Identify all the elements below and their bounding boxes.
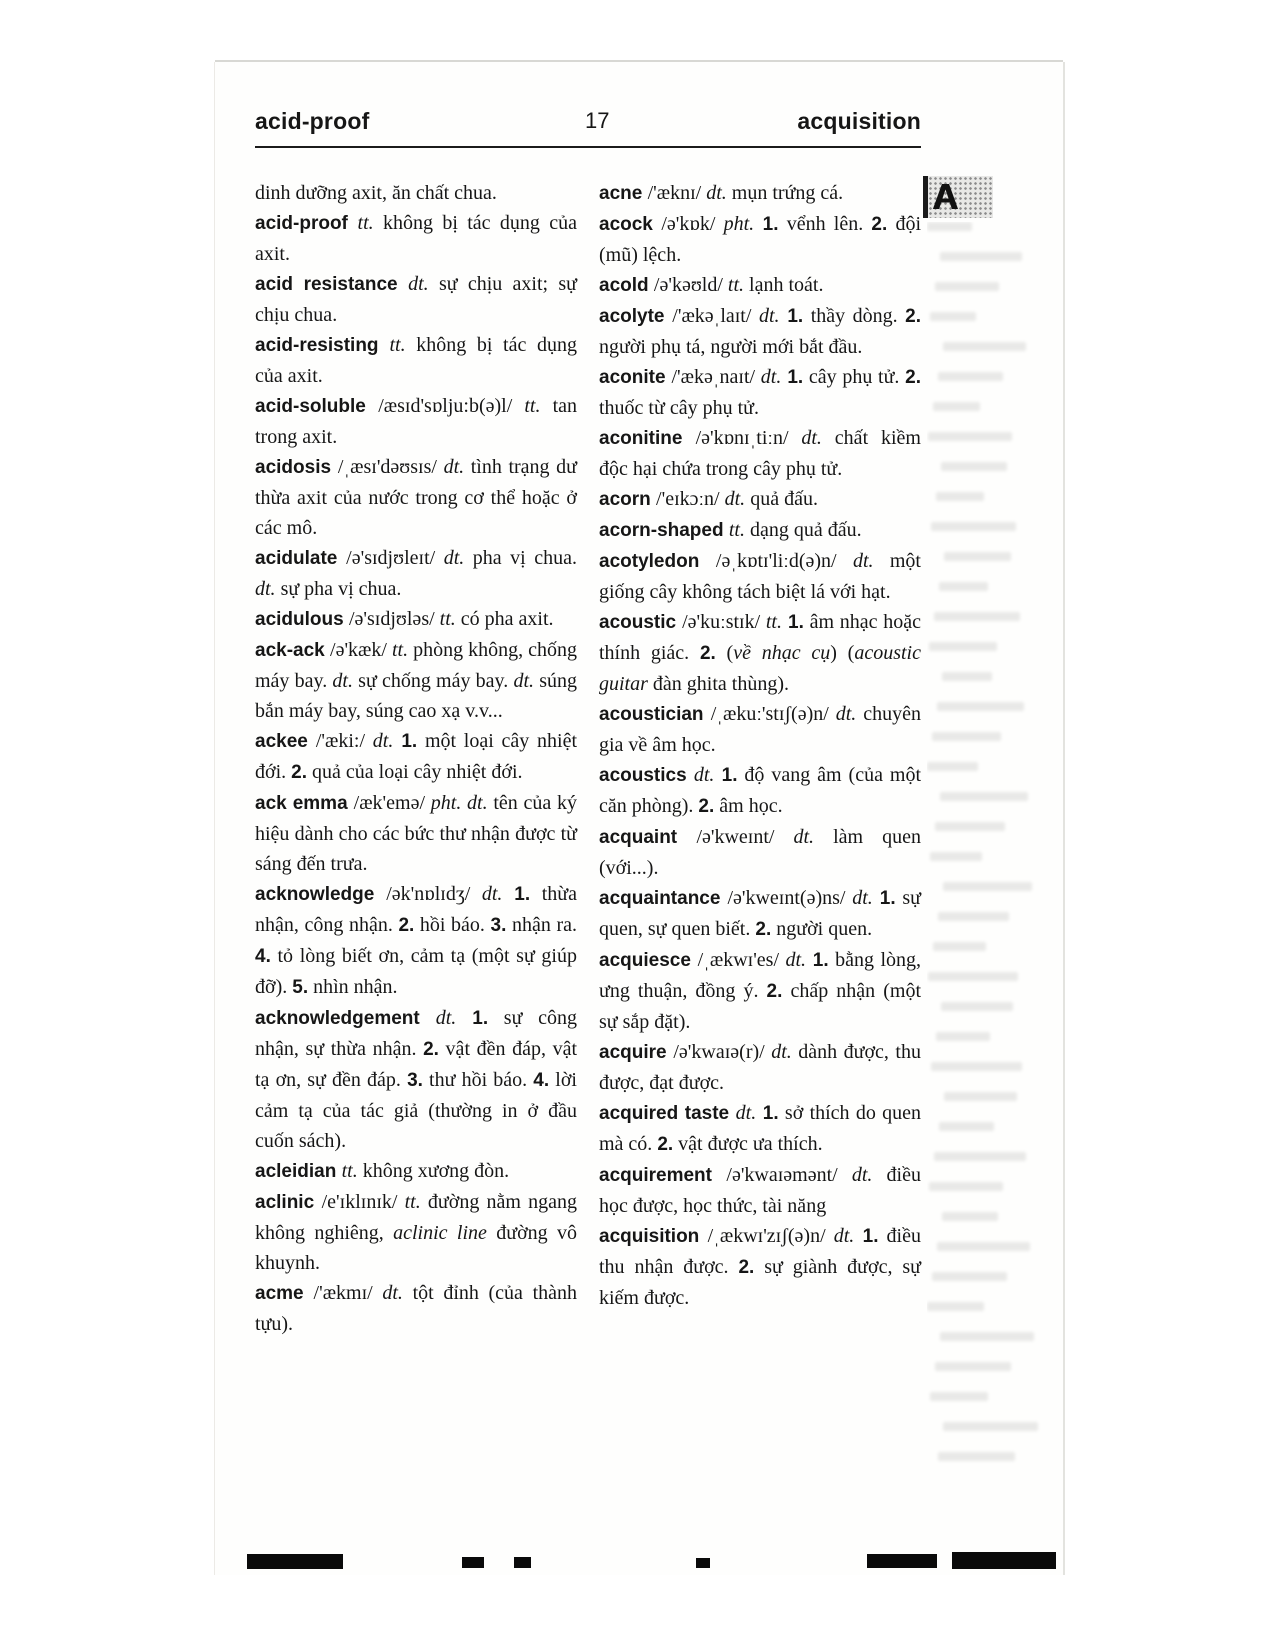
entry-headword-or-number: acquisition <box>599 1226 708 1247</box>
entry-text: /ə'kɒnɪˌtiːn/ <box>695 427 802 449</box>
entry-headword-or-number: acleidian <box>255 1161 342 1182</box>
dictionary-entry <box>255 726 577 788</box>
entry-text: quả đấu. <box>745 488 818 510</box>
entry-headword-or-number: acorn <box>599 489 657 510</box>
bleedthrough-line <box>944 552 1011 561</box>
entry-text: vật được ưa thích. <box>673 1133 823 1155</box>
entry-headword-or-number: 1. <box>393 731 418 752</box>
entry-headword-or-number: 3. <box>407 1070 423 1091</box>
entry-headword-or-number: 1. <box>781 367 804 388</box>
entry-headword-or-number: acold <box>599 275 654 296</box>
scan-artifact <box>867 1554 937 1568</box>
entry-text: /ə'sɪdjʊleɪt/ <box>346 547 444 569</box>
entry-text: sự công nhận, sự thừa nhận. <box>255 1007 577 1060</box>
dictionary-entry <box>255 788 577 879</box>
bleedthrough-line <box>935 822 1005 831</box>
bleedthrough-line <box>934 612 1020 621</box>
entry-text: vật đền đáp, vật tạ ơn, sự đền đáp. <box>255 1038 578 1091</box>
dictionary-entry <box>599 484 921 515</box>
entry-text: tt. <box>391 639 409 661</box>
entry-text: tên của ký hiệu dành cho các bức thư nhận được từ sáng đến trưa. <box>255 792 578 875</box>
dictionary-entry <box>255 208 577 269</box>
entry-text: chất kiềm độc hại chứa trong cây phụ tử. <box>599 427 921 480</box>
entry-text: dt. <box>332 670 353 692</box>
bleedthrough-line <box>937 702 1024 711</box>
bleedthrough-line <box>933 942 986 951</box>
entry-headword-or-number: acidosis <box>255 457 338 478</box>
running-header <box>255 108 921 135</box>
entry-text: tt. <box>765 611 782 633</box>
dictionary-entry <box>599 1160 921 1221</box>
bleedthrough-line <box>930 1392 988 1401</box>
entry-text: /e'ɪklɪnɪk/ <box>321 1191 405 1213</box>
entry-headword-or-number: 1. <box>456 1008 489 1029</box>
dictionary-entry <box>599 423 921 484</box>
entry-headword-or-number: 3. <box>490 915 507 936</box>
entry-text: tt. <box>727 274 745 296</box>
page-number: 17 <box>585 108 610 133</box>
entry-headword-or-number: 1. <box>756 1103 779 1124</box>
entry-headword-or-number: acoustic <box>599 612 683 633</box>
right-column <box>599 178 921 1339</box>
bleedthrough-line <box>928 972 1018 981</box>
entry-headword-or-number: 4. <box>255 946 271 967</box>
entry-text: dt. <box>443 456 465 478</box>
entry-text: /'eɪkɔːn/ <box>656 488 725 510</box>
entry-text: /'æki:/ <box>315 730 373 752</box>
entry-text: dt. <box>435 1007 457 1029</box>
bleedthrough-line <box>936 1032 990 1041</box>
entry-text: dt. <box>801 427 822 449</box>
bleedthrough-line <box>940 252 1022 261</box>
entry-headword-or-number: 2. <box>766 981 783 1002</box>
entry-text: dt. <box>852 550 874 572</box>
entry-text: sự quen, sự quen biết. <box>599 887 922 940</box>
entry-text: tt. <box>389 334 406 356</box>
dictionary-entry <box>599 1098 921 1160</box>
entry-headword-or-number: 2. <box>398 915 415 936</box>
entry-text: thừa nhận, công nhận. <box>255 883 577 936</box>
entry-text: /əˌkɒtɪ'liːd(ə)n/ <box>715 550 853 572</box>
entry-headword-or-number: 2. <box>423 1039 439 1060</box>
entry-headword-or-number: 2. <box>905 367 921 388</box>
entry-headword-or-number: acknowledgement <box>255 1008 436 1029</box>
entry-text: âm nhạc hoặc thính giác. <box>599 611 921 664</box>
entry-headword-or-number: acid-proof <box>255 213 358 234</box>
entry-headword-or-number: aclinic <box>255 1192 322 1213</box>
scan-artifact <box>514 1557 531 1568</box>
entry-text: hồi báo. <box>414 914 491 936</box>
entry-text: /ə'kɒk/ <box>661 213 724 235</box>
entry-text: lạnh toát. <box>744 274 824 296</box>
entry-headword-or-number: 1. <box>806 950 829 971</box>
entry-text: ) ( <box>830 642 855 664</box>
bleedthrough-line <box>942 672 992 681</box>
entry-text: dinh dưỡng axit, ăn chất chua. <box>255 182 497 204</box>
entry-text: pha vị chua. <box>464 547 577 569</box>
entry-text: /'ækmɪ/ <box>313 1282 383 1304</box>
entry-text: đội (mũ) lệch. <box>599 213 922 266</box>
entry-text: không bị tác dụng của axit. <box>255 334 577 387</box>
dictionary-entry <box>255 604 577 635</box>
entry-text: dt. <box>724 488 746 510</box>
entry-text: có pha axit. <box>455 608 554 630</box>
bleedthrough-line <box>936 492 984 501</box>
bleedthrough-line <box>933 402 980 411</box>
bleedthrough-line <box>927 1302 984 1311</box>
dictionary-entry <box>255 879 577 1003</box>
entry-text: người quen. <box>771 918 873 940</box>
entry-text: dt. <box>372 730 394 752</box>
entry-text: /ə'kəʊld/ <box>653 274 728 296</box>
entry-text: cây phụ tử. <box>803 366 906 388</box>
entry-headword-or-number: 2. <box>871 214 888 235</box>
entry-text: /æk'emə/ <box>353 792 431 814</box>
entry-text: súng bắn máy bay, súng cao xạ v.v... <box>255 670 577 722</box>
bleedthrough-line <box>932 1272 1007 1281</box>
bleedthrough-line <box>931 522 1016 531</box>
bleedthrough-line <box>940 1332 1034 1341</box>
dictionary-entry <box>599 699 921 760</box>
header-right-guideword: acquisition <box>797 108 921 134</box>
entry-text: vểnh lên. <box>778 213 872 235</box>
entry-text: /'æknɪ/ <box>647 182 707 204</box>
entry-headword-or-number: acme <box>255 1283 314 1304</box>
dictionary-entry <box>255 1187 577 1278</box>
entry-text: dt. <box>693 764 715 786</box>
bleedthrough-line <box>929 1182 1003 1191</box>
entry-text: tột đỉnh (của thành tựu). <box>255 1282 578 1335</box>
page-bleedthrough <box>927 222 1047 1522</box>
dictionary-entry <box>599 822 921 883</box>
header-left-guideword: acid-proof <box>255 108 370 134</box>
entry-text: /ˌækwɪ'es/ <box>697 949 786 971</box>
scan-artifact <box>462 1557 484 1568</box>
entry-text: dt. <box>481 883 503 905</box>
dictionary-entry <box>599 178 921 209</box>
dictionary-entry <box>599 945 921 1037</box>
dictionary-entry <box>255 1003 577 1156</box>
entry-text: tt. <box>404 1191 421 1213</box>
entry-text: đường nằm ngang không nghiêng, <box>255 1191 577 1244</box>
entry-text: /ək'nɒlɪdʒ/ <box>386 883 482 905</box>
entry-text: /ə'kwaɪə(r)/ <box>673 1041 772 1063</box>
entry-headword-or-number: acquired taste <box>599 1103 736 1124</box>
bleedthrough-line <box>931 1062 1022 1071</box>
entry-headword-or-number: ackee <box>255 731 316 752</box>
scan-artifact <box>952 1552 1056 1569</box>
entry-text: dt. <box>408 273 429 295</box>
entry-text: một loại cây nhiệt đới. <box>255 730 578 783</box>
dictionary-entry <box>599 362 921 423</box>
dictionary-entry <box>255 269 577 330</box>
entry-text: /ə'kweɪnt/ <box>696 826 794 848</box>
entry-headword-or-number: acotyledon <box>599 551 716 572</box>
entry-headword-or-number: 2. <box>905 306 922 327</box>
entry-text: dt. <box>513 670 535 692</box>
entry-text: tt. <box>357 212 374 234</box>
entry-headword-or-number: 2. <box>657 1134 674 1155</box>
scan-artifact <box>696 1558 710 1568</box>
entry-headword-or-number: 5. <box>292 977 309 998</box>
entry-text: chuyên gia về âm học. <box>599 703 921 756</box>
dictionary-entry <box>599 883 921 945</box>
dictionary-entry <box>255 635 577 726</box>
entry-text: dt. <box>758 305 780 327</box>
bleedthrough-line <box>930 852 982 861</box>
entry-headword-or-number: acidulate <box>255 548 347 569</box>
entry-headword-or-number: 1. <box>779 306 804 327</box>
entry-headword-or-number: acquiesce <box>599 950 698 971</box>
bleedthrough-line <box>939 582 988 591</box>
entry-headword-or-number: acquaintance <box>599 888 728 909</box>
bleedthrough-line <box>927 762 978 771</box>
entry-text: /ə'kweɪnt(ə)ns/ <box>727 887 853 909</box>
entry-text: pht. dt. <box>430 792 488 814</box>
entry-text: điều học được, học thức, tài năng <box>599 1164 921 1217</box>
entry-text: thư hồi báo. <box>422 1069 534 1091</box>
entry-headword-or-number: acid resistance <box>255 274 409 295</box>
entry-text: người phụ tá, người mới bắt đầu. <box>599 336 863 358</box>
entry-text: dt. <box>255 578 276 600</box>
entry-text: làm quen (với...). <box>599 826 921 879</box>
entry-headword-or-number: acid-resisting <box>255 335 390 356</box>
entry-text: âm học. <box>714 795 783 817</box>
entry-text: thuốc từ cây phụ tử. <box>599 397 759 419</box>
entry-text: acoustic guitar <box>599 642 921 695</box>
entry-text: dt. <box>852 887 873 909</box>
bleedthrough-line <box>943 1422 1038 1431</box>
entry-text: sở thích do quen mà có. <box>599 1102 921 1155</box>
entry-text: tt. <box>524 395 541 417</box>
bleedthrough-line <box>943 342 1026 351</box>
dictionary-entry <box>599 270 921 301</box>
entry-text: ( <box>715 642 734 664</box>
entry-headword-or-number: acidulous <box>255 609 349 630</box>
bleedthrough-line <box>930 312 976 321</box>
entry-text: không bị tác dụng của axit. <box>255 212 577 265</box>
entry-text: đàn ghita thùng). <box>647 673 789 695</box>
entry-text: tình trạng dư thừa axit của nước trong cơ thể hoặc ở các mô. <box>255 456 577 539</box>
bleedthrough-line <box>927 222 972 231</box>
entry-text: thầy dòng. <box>803 305 906 327</box>
entry-text: bằng lòng, ưng thuận, đồng ý. <box>599 949 921 1002</box>
entry-text: mụn trứng cá. <box>726 182 844 204</box>
entry-text: độ vang âm (của một căn phòng). <box>599 764 922 817</box>
bleedthrough-line <box>929 642 997 651</box>
bleedthrough-line <box>938 912 1009 921</box>
entry-text: /ˌækwɪ'zɪʃ(ə)n/ <box>707 1225 834 1247</box>
entry-headword-or-number: 2. <box>698 796 715 817</box>
entry-text: nhìn nhận. <box>308 976 398 998</box>
bleedthrough-line <box>928 432 1012 441</box>
entry-text: dt. <box>443 547 465 569</box>
scan-artifact <box>247 1554 343 1569</box>
entry-text: sự pha vị chua. <box>275 578 402 600</box>
entry-headword-or-number: 1. <box>872 888 896 909</box>
entry-text: dạng quả đấu. <box>745 519 862 541</box>
thumb-index-tab <box>923 176 993 218</box>
entry-text: dt. <box>785 949 807 971</box>
entry-headword-or-number: acock <box>599 214 662 235</box>
thumb-tab-letter: A <box>932 176 958 217</box>
entry-text: lời cảm tạ của tác giả (thường in ở đầu cuốn sách). <box>255 1069 577 1152</box>
bleedthrough-line <box>937 1242 1030 1251</box>
entry-text: /ə'sɪdjʊləs/ <box>348 608 440 630</box>
entry-text: quả của loại cây nhiệt đới. <box>307 761 523 783</box>
entry-text: phòng không, chống máy bay. <box>255 639 577 692</box>
entry-text: /æsɪd'sɒlju:b(ə)l/ <box>378 395 525 417</box>
dictionary-entry <box>255 178 577 208</box>
entry-text: dt. <box>793 826 815 848</box>
entry-text: /ˌækuː'stɪʃ(ə)n/ <box>710 703 836 725</box>
entry-text: về nhạc cụ <box>733 642 831 664</box>
left-column <box>255 178 577 1339</box>
entry-text: dt. <box>835 703 857 725</box>
entry-headword-or-number: 2. <box>738 1257 755 1278</box>
bleedthrough-line <box>940 792 1028 801</box>
entry-headword-or-number: 1. <box>502 884 531 905</box>
entry-headword-or-number: acoustician <box>599 704 711 725</box>
entry-text: dt. <box>771 1041 792 1063</box>
entry-text: /'ækəˌlaɪt/ <box>672 305 759 327</box>
entry-text: dt. <box>706 182 727 204</box>
dictionary-entry <box>255 1278 577 1339</box>
entry-headword-or-number: 1. <box>714 765 738 786</box>
entry-headword-or-number: acorn-shaped <box>599 520 729 541</box>
entry-headword-or-number: ack-ack <box>255 640 331 661</box>
dictionary-columns <box>255 178 921 1339</box>
bleedthrough-line <box>939 1122 994 1131</box>
bleedthrough-line <box>934 1152 1026 1161</box>
entry-text: một giống cây không tách biệt lá với hạt. <box>599 550 921 603</box>
entry-text: dành được, thu được, đạt được. <box>599 1041 921 1094</box>
entry-headword-or-number: 2. <box>699 643 716 664</box>
bleedthrough-line <box>944 1092 1017 1101</box>
dictionary-entry <box>599 301 921 362</box>
entry-headword-or-number: 2. <box>291 762 307 783</box>
bleedthrough-line <box>942 1212 998 1221</box>
dictionary-entry <box>599 209 921 270</box>
dictionary-entry <box>599 546 921 607</box>
entry-text: không xương đòn. <box>357 1160 510 1182</box>
entry-text: /ə'kuːstɪk/ <box>682 611 766 633</box>
entry-text: chấp nhận (một sự sắp đặt). <box>599 980 922 1033</box>
bleedthrough-line <box>941 1002 1013 1011</box>
entry-headword-or-number: acoustics <box>599 765 694 786</box>
bleedthrough-line <box>938 1452 1015 1461</box>
bleedthrough-line <box>935 1362 1011 1371</box>
entry-text: dt. <box>382 1282 403 1304</box>
entry-text: sự chống máy bay. <box>352 670 514 692</box>
entry-text: sự giành được, sự kiếm được. <box>599 1256 921 1309</box>
bleedthrough-line <box>941 462 1007 471</box>
dictionary-entry <box>255 452 577 543</box>
header-rule <box>255 146 921 148</box>
entry-headword-or-number: acknowledge <box>255 884 387 905</box>
entry-headword-or-number: 1. <box>754 214 779 235</box>
entry-text: tt. <box>439 608 456 630</box>
entry-text: /ə'kwaɪəmənt/ <box>726 1164 852 1186</box>
entry-text: /ˌæsɪ'dəʊsɪs/ <box>337 456 444 478</box>
entry-text: sự chịu axit; sự chịu chua. <box>255 273 577 326</box>
entry-headword-or-number: 4. <box>533 1070 550 1091</box>
entry-headword-or-number: aconitine <box>599 428 696 449</box>
entry-headword-or-number: ack emma <box>255 793 354 814</box>
entry-text: /ə'kæk/ <box>330 639 392 661</box>
entry-text: tt. <box>728 519 745 541</box>
dictionary-entry <box>599 515 921 546</box>
entry-headword-or-number: acolyte <box>599 306 673 327</box>
entry-text: /'ækəˌnaɪt/ <box>671 366 761 388</box>
entry-text: dt. <box>735 1102 757 1124</box>
entry-text: tt. <box>341 1160 358 1182</box>
dictionary-entry <box>599 607 921 699</box>
dictionary-entry <box>599 1037 921 1098</box>
dictionary-entry <box>255 330 577 391</box>
dictionary-entry <box>255 391 577 452</box>
dictionary-entry <box>599 1221 921 1313</box>
entry-headword-or-number: acne <box>599 183 648 204</box>
entry-headword-or-number: acid-soluble <box>255 396 379 417</box>
dictionary-page <box>215 62 1063 1575</box>
entry-text: aclinic line <box>393 1222 487 1244</box>
entry-text: dt. <box>833 1225 855 1247</box>
entry-text: dt. <box>760 366 782 388</box>
entry-text: nhận ra. <box>506 914 577 936</box>
entry-headword-or-number: 1. <box>854 1226 879 1247</box>
bleedthrough-line <box>932 732 1001 741</box>
dictionary-entry <box>255 1156 577 1187</box>
entry-headword-or-number: acquire <box>599 1042 674 1063</box>
entry-text: tan trong axit. <box>255 395 577 448</box>
entry-text: pht. <box>723 213 755 235</box>
entry-text: tỏ lòng biết ơn, cảm tạ (một sự giúp đỡ). <box>255 945 577 998</box>
entry-text: điều thu nhận được. <box>599 1225 921 1278</box>
entry-headword-or-number: acquaint <box>599 827 697 848</box>
entry-headword-or-number: aconite <box>599 367 672 388</box>
dictionary-entry <box>599 760 921 822</box>
entry-headword-or-number: 2. <box>755 919 772 940</box>
bleedthrough-line <box>938 372 1003 381</box>
bleedthrough-line <box>943 882 1032 891</box>
entry-headword-or-number: acquirement <box>599 1165 727 1186</box>
entry-text: đường vô khuynh. <box>255 1222 577 1274</box>
entry-headword-or-number: 1. <box>782 612 804 633</box>
dictionary-entry <box>255 543 577 604</box>
bleedthrough-line <box>935 282 999 291</box>
entry-text: dt. <box>851 1164 873 1186</box>
